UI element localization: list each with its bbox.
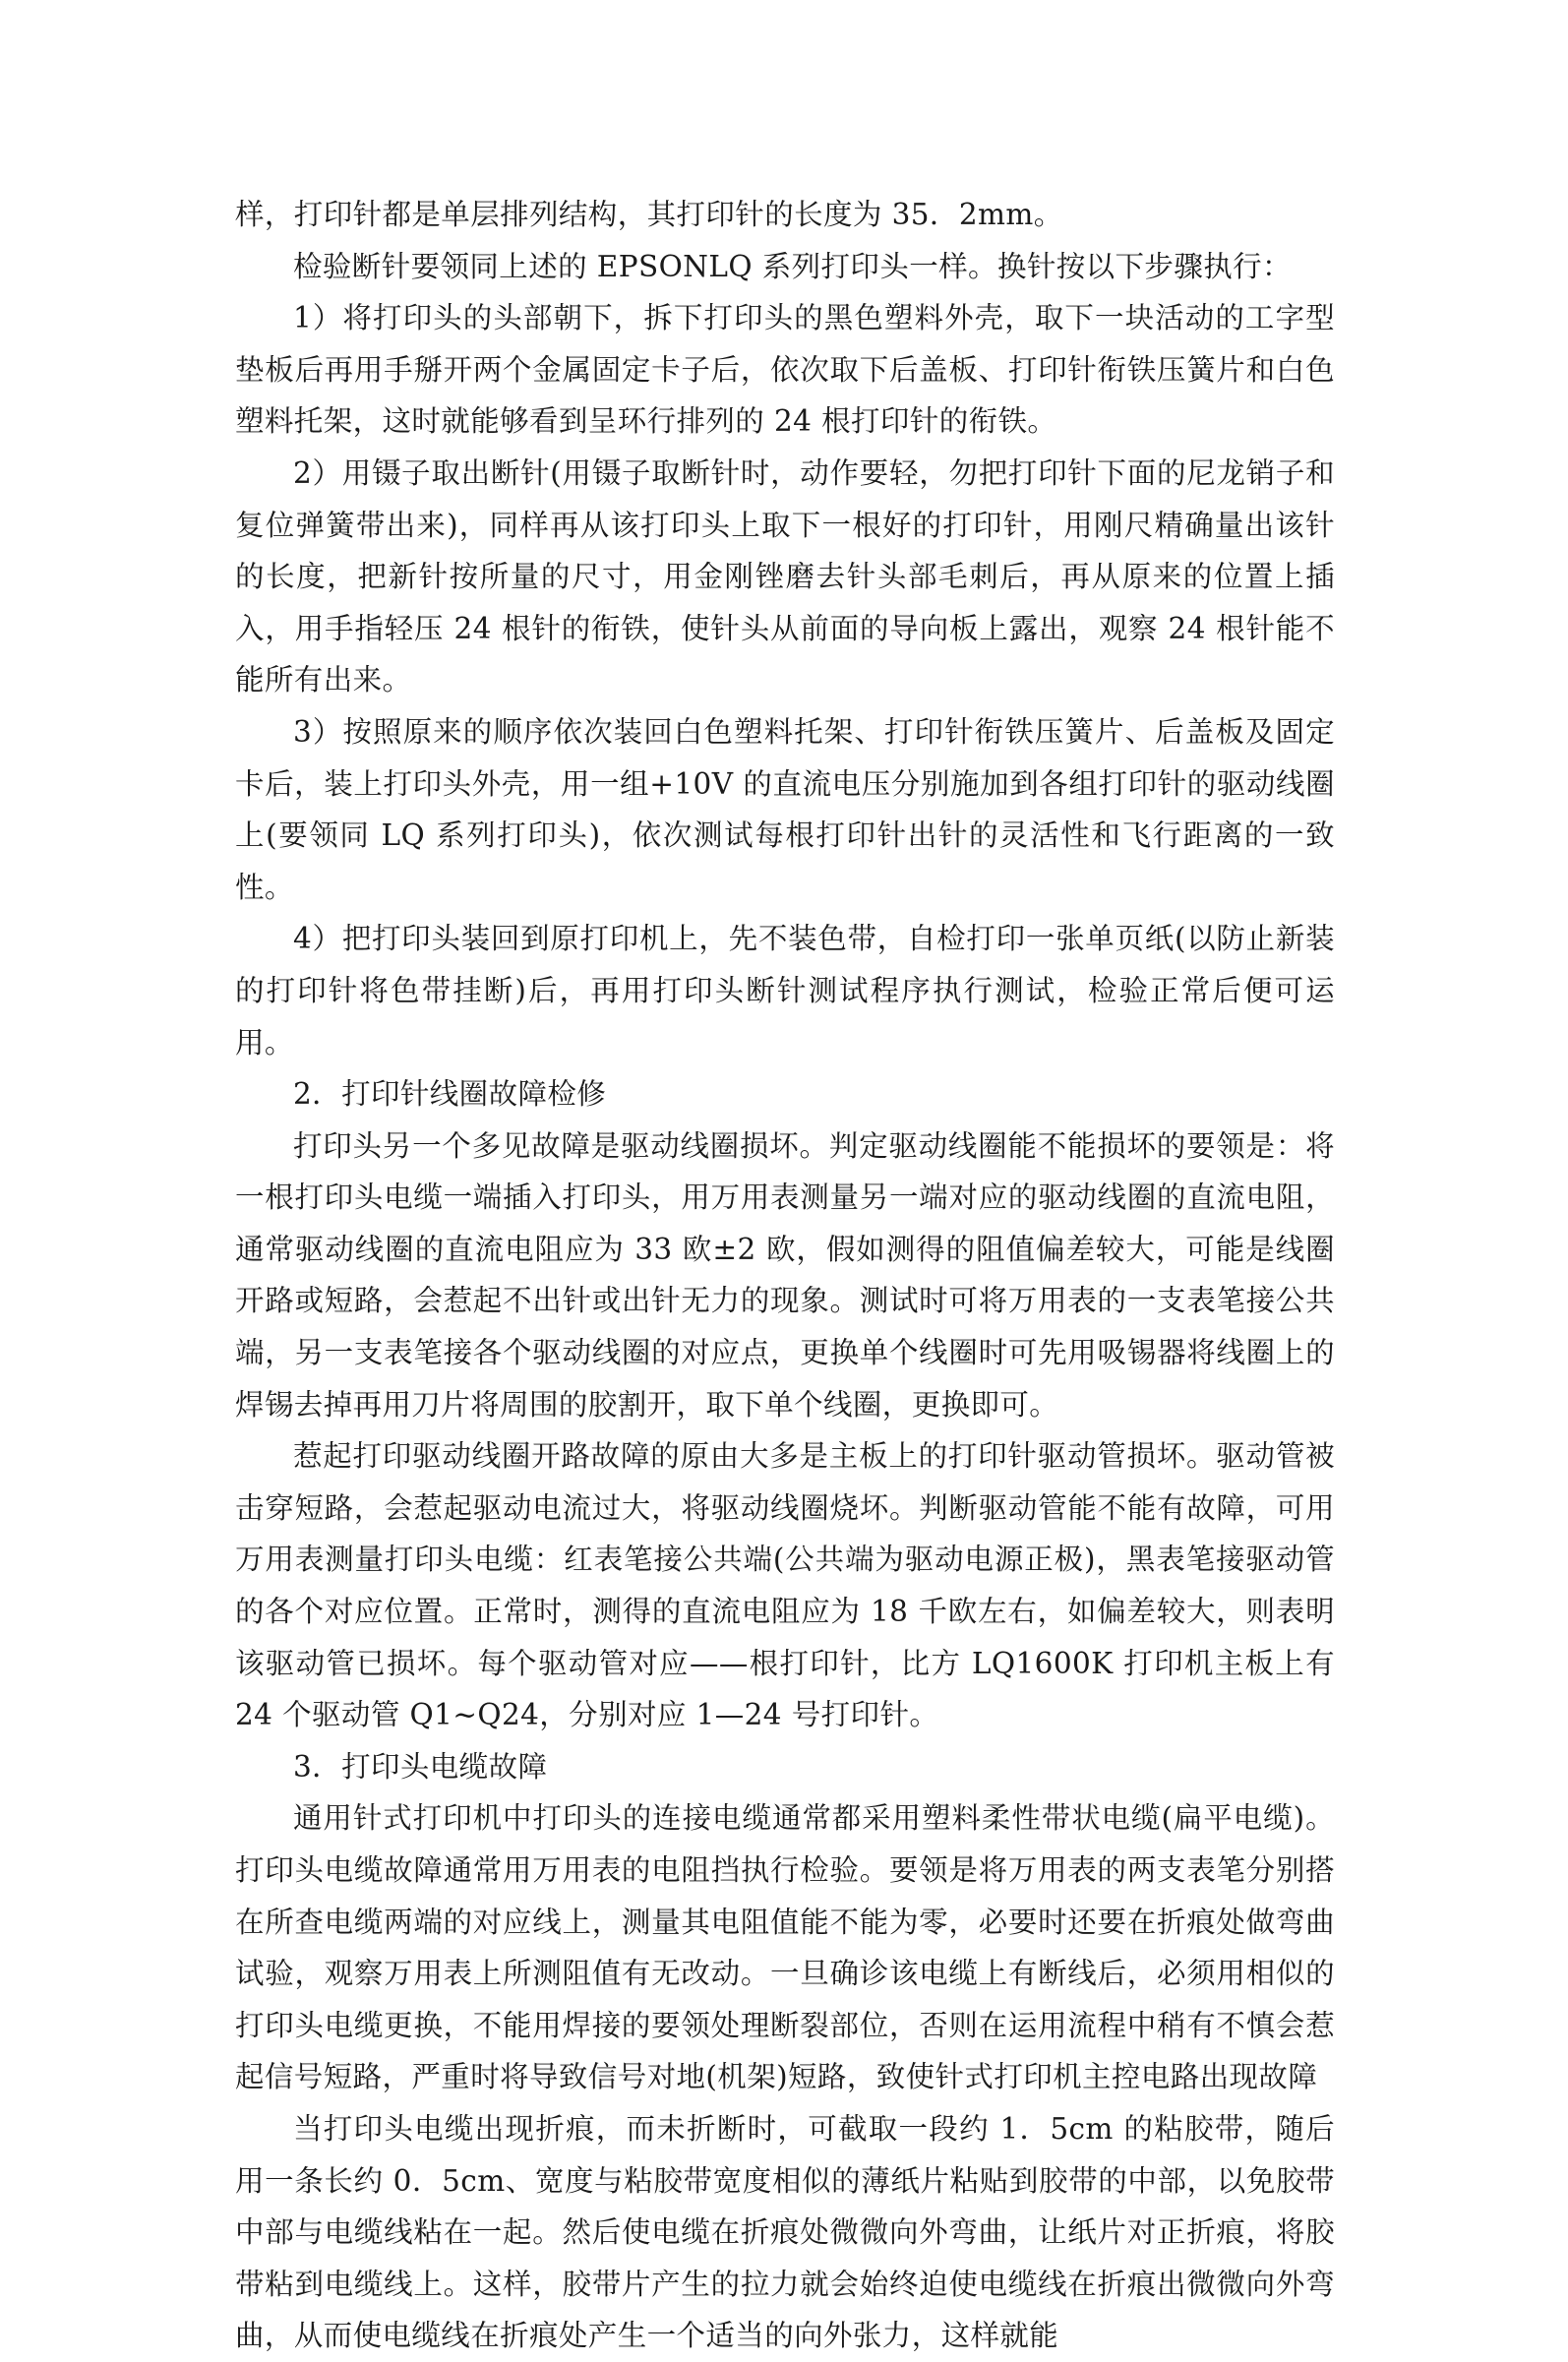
step-2-paragraph: 2）用镊子取出断针(用镊子取断针时，动作要轻，勿把打印针下面的尼龙销子和复位弹簧带出来)，同样再从该打印头上取下一根好的打印针，用刚尺精确量出该针的长度，把新针按所量的尺寸，用金刚锉磨去针头部毛刺后，再从原来的位置上插入，用手指轻压 24 根针的衔铁，使针头从前面的导向板上露出，观察 24 根针能不能所有出来。 [235, 455, 1335, 697]
coil-fault-paragraph: 打印头另一个多见故障是驱动线圈损坏。判定驱动线圈能不能损坏的要领是：将一根打印头电缆一端插入打印头，用万用表测量另一端对应的驱动线圈的直流电阻，通常驱动线圈的直流电阻应为 33 欧±2 欧，假如测得的阻值偏差较大，可能是线圈开路或短路，会惹起不出针或出针无力的现象。测试时可将万用表的一支表笔接公共端，另一支表笔接各个驱动线圈的对应点，更换单个线圈时可先用吸锡器将线圈上的焊锡去掉再用刀片将周围的胶割开，取下单个线圈，更换即可。 [235, 1128, 1335, 1422]
section-heading-coil-fault: 2．打印针线圈故障检修 [293, 1077, 607, 1112]
section-heading-cable-fault: 3．打印头电缆故障 [293, 1749, 548, 1784]
driver-tube-paragraph: 惹起打印驱动线圈开路故障的原由大多是主板上的打印针驱动管损坏。驱动管被击穿短路，会惹起驱动电流过大，将驱动线圈烧坏。判断驱动管能不能有故障，可用万用表测量打印头电缆：红表笔接公共端(公共端为驱动电源正极)，黑表笔接驱动管的各个对应位置。正常时，测得的直流电阻应为 18 千欧左右，如偏差较大，则表明该驱动管已损坏。每个驱动管对应——根打印针，比方 LQ1600K 打印机主板上有 24 个驱动管 Q1~Q24，分别对应 1—24 号打印针。 [235, 1439, 1335, 1732]
step-4-paragraph: 4）把打印头装回到原打印机上，先不装色带，自检打印一张单页纸(以防止新装的打印针将色带挂断)后，再用打印头断针测试程序执行测试，检验正常后便可运用。 [235, 922, 1335, 1060]
cable-fault-paragraph: 通用针式打印机中打印头的连接电缆通常都采用塑料柔性带状电缆(扁平电缆)。打印头电缆故障通常用万用表的电阻挡执行检验。要领是将万用表的两支表笔分别搭在所查电缆两端的对应线上，测量其电阻值能不能为零，必要时还要在折痕处做弯曲试验，观察万用表上所测阻值有无改动。一旦确诊该电缆上有断线后，必须用相似的打印头电缆更换，不能用焊接的要领处理断裂部位，否则在运用流程中稍有不慎会惹起信号短路，严重时将导致信号对地(机架)短路，致使针式打印机主控电路出现故障 [235, 1801, 1335, 2094]
paragraph-2: 检验断针要领同上述的 EPSONLQ 系列打印头一样。换针按以下步骤执行： [293, 249, 1292, 283]
paragraph-1: 样，打印针都是单层排列结构，其打印针的长度为 35．2mm。 [235, 198, 1063, 231]
cable-crease-paragraph: 当打印头电缆出现折痕，而未折断时，可截取一段约 1．5cm 的粘胶带，随后用一条长约 0．5cm、宽度与粘胶带宽度相似的薄纸片粘贴到胶带的中部，以免胶带中部与电缆线粘在一起。然后使电缆在折痕处微微向外弯曲，让纸片对正折痕，将胶带粘到电缆线上。这样，胶带片产生的拉力就会始终迫使电缆线在折痕出微微向外弯曲，从而使电缆线在折痕处产生一个适当的向外张力，这样就能 [235, 2111, 1335, 2353]
document-body [235, 189, 1335, 2362]
step-1-paragraph: 1）将打印头的头部朝下，拆下打印头的黑色塑料外壳，取下一块活动的工字型垫板后再用手掰开两个金属固定卡子后，依次取下后盖板、打印针衔铁压簧片和白色塑料托架，这时就能够看到呈环行排列的 24 根打印针的衔铁。 [235, 301, 1335, 439]
step-3-paragraph: 3）按照原来的顺序依次装回白色塑料托架、打印针衔铁压簧片、后盖板及固定卡后，装上打印头外壳，用一组+10V 的直流电压分别施加到各组打印针的驱动线圈上(要领同 LQ 系列打印头)，依次测试每根打印针出针的灵活性和飞行距离的一致性。 [235, 714, 1335, 904]
